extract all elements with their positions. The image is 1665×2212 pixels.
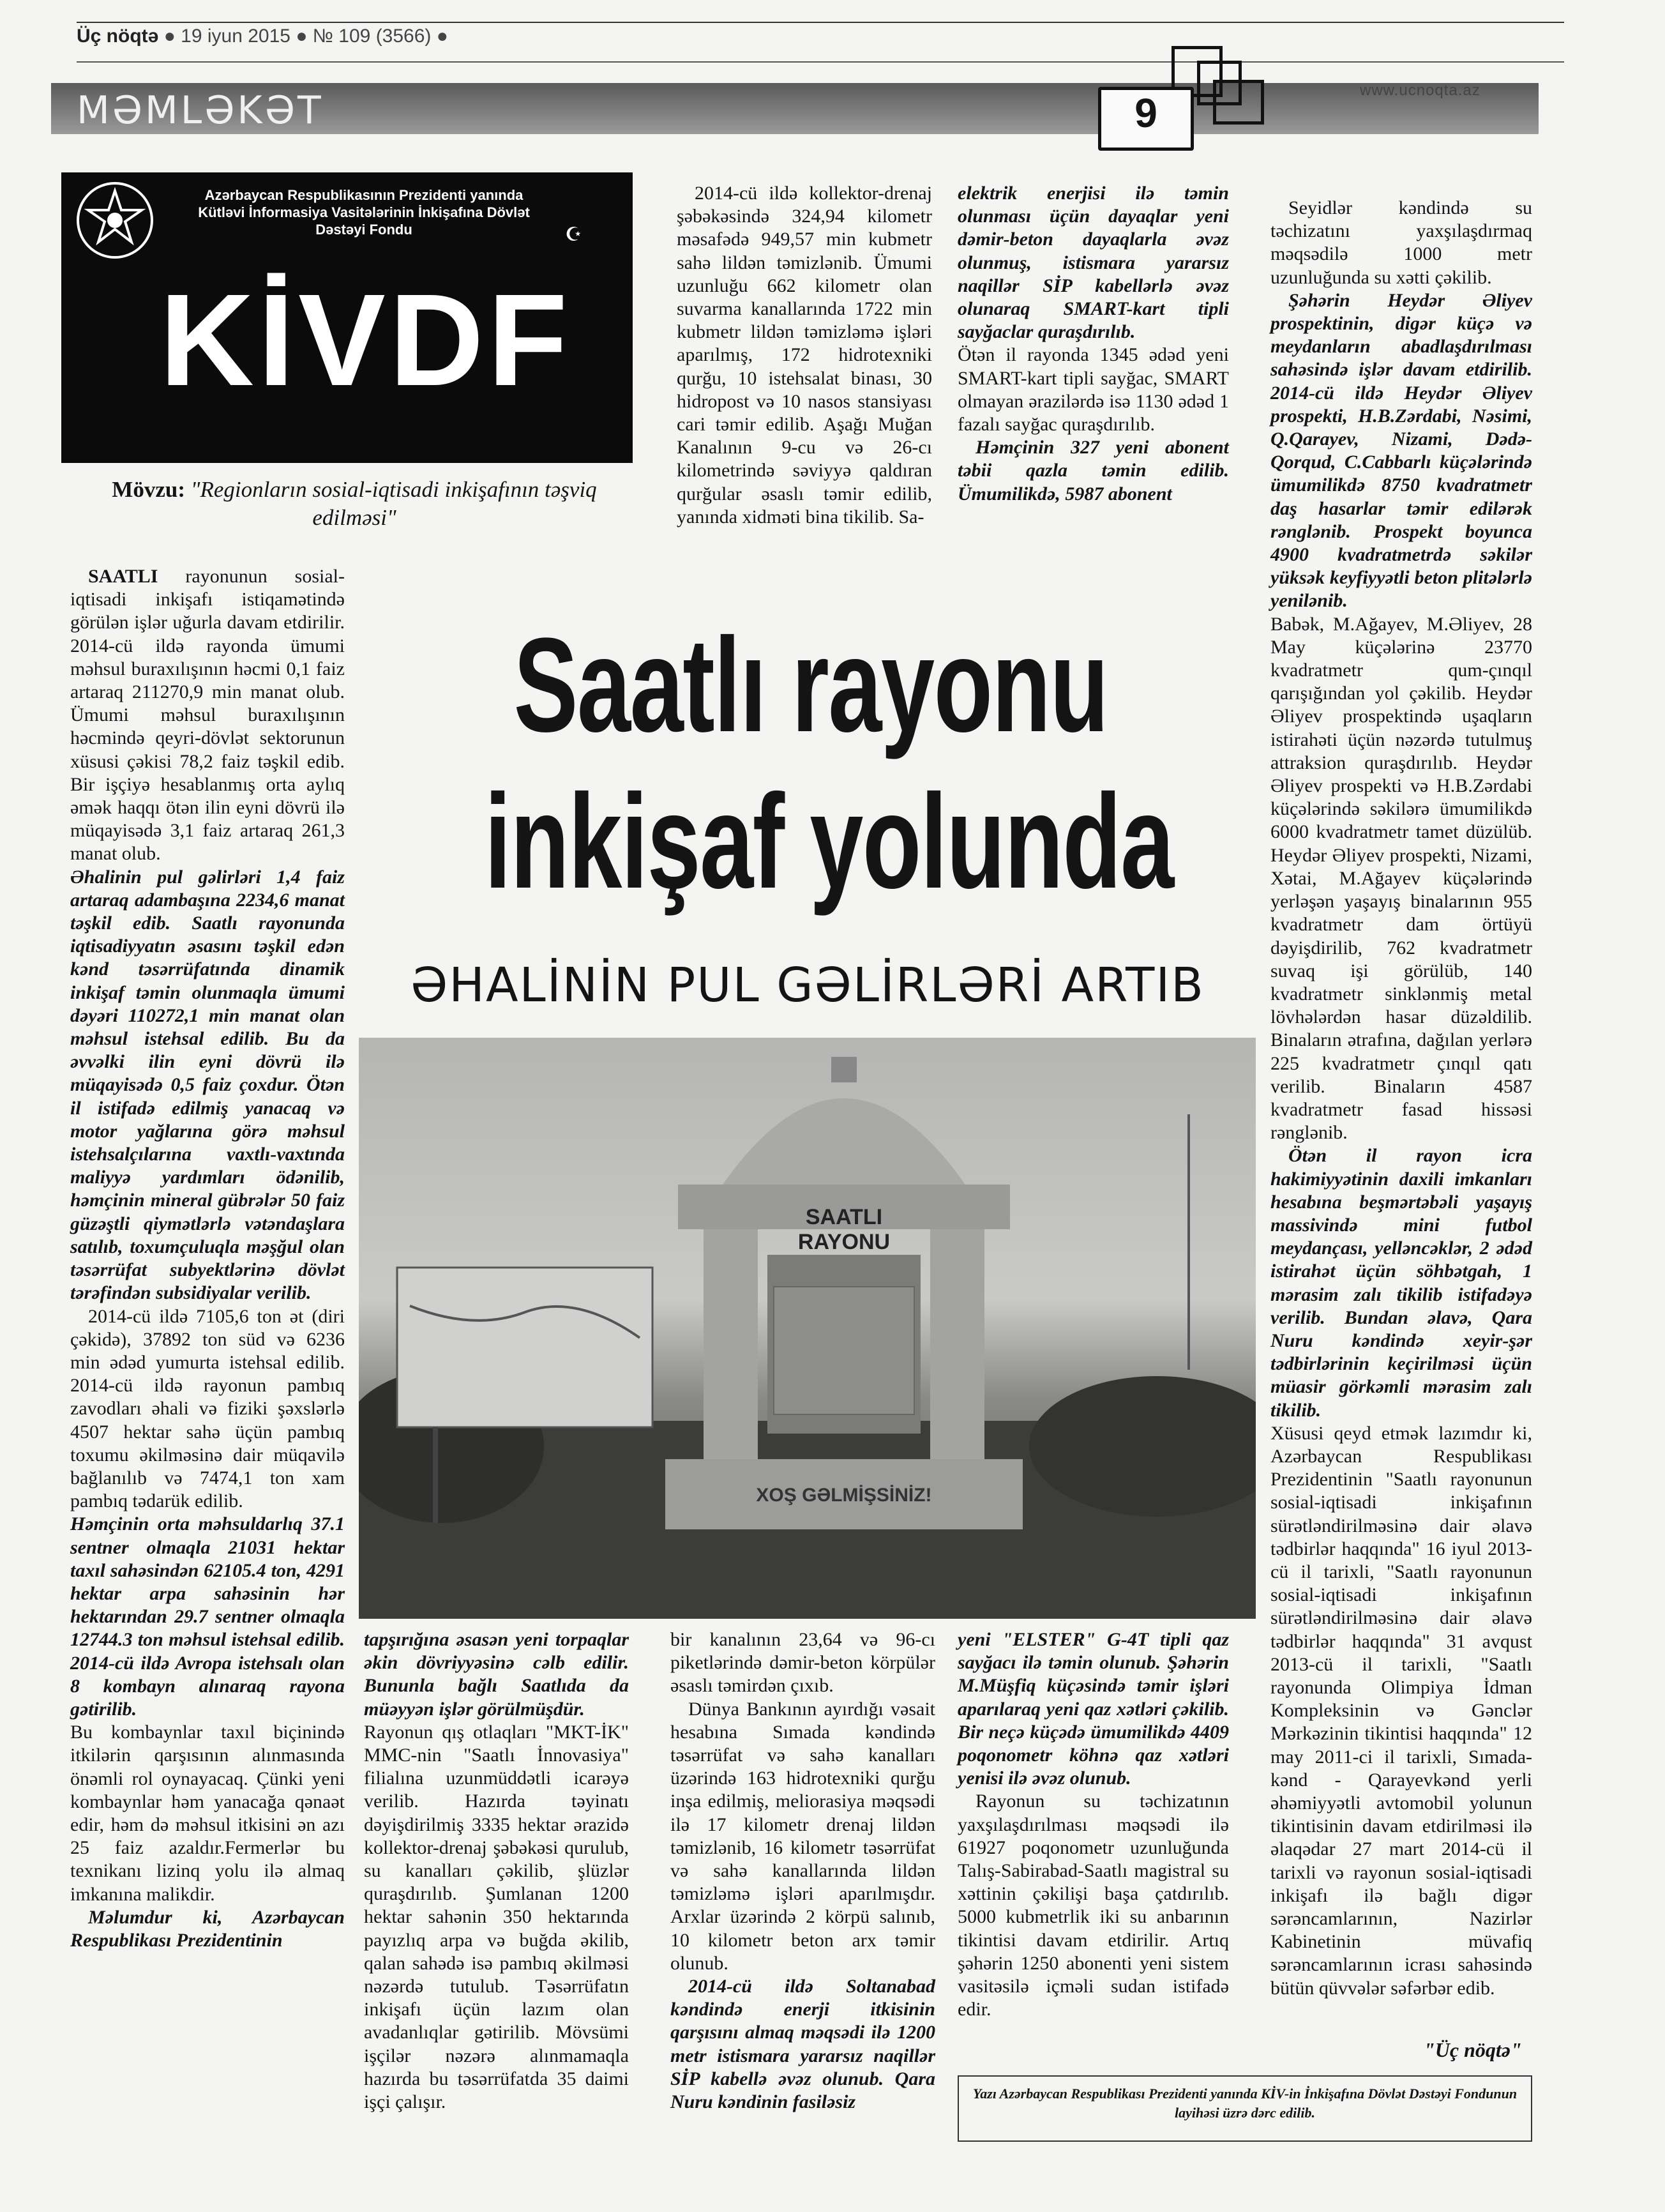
state-emblem-icon [77, 182, 153, 259]
paragraph: Seyidlər kəndində su təchizatını yaxşılaşdırmaq məqsədilə 1000 metr uzunluğunda su xətti çəkilib. [1270, 197, 1532, 288]
article-column-3-top [958, 182, 1229, 506]
article-column-1 [70, 565, 345, 1952]
paragraph: Şəhərin Heydər Əliyev prospektinin, digər küçə və meydanların abadlaşdırılması sahəsində işlər davam etdirilib. 2014-cü ildə Heydər Əliyev prospekti, H.B.Zərdabi, Nəsimi, Q.Qarayev, Nizami, Dədə-Qorqud, C.Cabbarlı küçələrində ümumilikdə 8750 kvadratmetr daş hasarlar təmir edilərək rənglənib. Prospekt boyunca 4900 kvadratmetrdə səkilər yüksək keyfiyyətli beton plitələrlə yenilənib. [1270, 289, 1532, 612]
paragraph: bir kanalının 23,64 və 96-cı piketlərində dəmir-beton körpülər əsaslı təmirdən çıxıb. [670, 1629, 935, 1697]
header-rule [77, 22, 1564, 23]
paragraph: Dünya Bankının ayırdığı vəsait hesabına Sımada kəndində təsərrüfat və sahə kanalları üzərində 163 hidrotexniki qurğu inşa edilmiş, meliorasiya məqsədi ilə 17 kilometr drenaj lildən təmizlənib, 16 kilometr təsərrüfat və sahə kanallarında lildən təmizləmə işləri aparılmışdır. Arxlar üzərində 2 körpü salınıb, 10 kilometr beton arx təmir olunub. [670, 1698, 935, 1974]
paragraph: elektrik enerjisi ilə təmin olunması üçün dayaqlar yeni dəmir-beton dayaqlarla əvəz olunmuş, istismara yararsız naqillər SİP kabellərlə əvəz olunaraq SMART-kart tipli sayğaclar quraşdırılıb. [958, 183, 1229, 343]
headline-line-1: Saatlı rayonu [513, 610, 1108, 760]
headline-line-2: inkişaf yolunda [484, 766, 1173, 916]
paragraph: Babək, M.Ağayev, M.Əliyev, 28 May küçələrinə 23770 kvadratmetr qum-çınqıl qarışığından yol çəkilib. Heydər Əliyev prospektində uşaqların istirahəti üçün nəzərdə tutulmuş attraksion quraşdırılıb. Heydər Əliyev prospekti və H.B.Zərdabi küçələrində səkilərə ümumilikdə 6000 kvadratmetr tamet düzülüb. Heydər Əliyev prospekti, Nizami, Xətai, M.Ağayev küçələrində yerləşən yaşayış binalarının 955 kvadratmetr dam örtüyü dəyişdirilib, 762 kvadratmetr suvaq işi görülüb, 140 kvadratmetr sinklənmiş metal lövhələrdən hasar düzəldilib. Binaların ətrafına, dağılan yerlərə 225 kvadratmetr çınqıl qatı verilib. Binaların 4587 kvadratmetr fasad hissəsi rənglənib. [1270, 613, 1532, 1144]
paragraph: Xüsusi qeyd etmək lazımdır ki, Azərbaycan Respublikası Prezidentinin "Saatlı rayonunun sosial-iqtisadi inkişafının sürətləndirilməsinə dair əlavə tədbirlər haqqında" 16 iyul 2013-cü il tarixli, "Saatlı rayonunun sosial-iqtisadi inkişafının sürətləndirilməsinə dair əlavə tədbirlər haqqında" 31 avqust 2013-cü il tarixli, "Saatlı rayonunda Olimpiya İdman Kompleksinin və Gənclər Mərkəzinin tikintisi haqqında" 12 may 2011-ci il tarixli, Sımada-kənd - Qarayevkənd yerli əhəmiyyətli avtomobil yolunun tikintisinin davam etdirilməsi ilə əlaqədar 27 mart 2014-cü il tarixli və rayonun sosial-iqtisadi inkişafı ilə bağlı digər sərəncamlarının, Nazirlər Kabinetinin müvafiq sərəncamlarının icrası sahəsində bütün qüvvələr səfərbər edib. [1270, 1422, 1532, 1999]
paragraph: 2014-cü ildə kollektor-drenaj şəbəkəsində 324,94 kilometr məsafədə 949,57 min kubmetr sahə lildən təmizlənib. Ümumi uzunluğu 662 kilometr olan suvarma kanallarında 1722 min kubmetr lildən təmizləmə işləri aparılmış, 172 hidrotexniki qurğu, 10 istehsalat binası, 30 hidropost və 10 nasos stansiyası cari təmir edilib. Aşağı Muğan Kanalının 9-cu və 26-cı kilometrində səviyyə qaldıran qurğular əsaslı təmir edilib, yanında xidməti bina tikilib. Sa- [677, 183, 932, 527]
article-column-4-bottom [958, 1628, 1229, 2021]
footnote: Yazı Azərbaycan Respublikası Prezidenti yanında KİV-in İnkişafına Dövlət Dəstəyi Fondunun layihəsi üzrə dərc edilib. [958, 2075, 1532, 2142]
article-column-4 [1270, 197, 1532, 2000]
section-title: MƏMLƏKƏT [77, 88, 324, 133]
article-photo [359, 1038, 1256, 1619]
logo-square-3 [1213, 80, 1264, 125]
header-rule-2 [77, 61, 1564, 63]
paper-name: Üç nöqtə [77, 26, 159, 47]
crescent-star-icon: ☪ [565, 223, 582, 246]
paragraph: yeni "ELSTER" G-4T tipli qaz sayğacı ilə təmin olunub. Şəhərin M.Müşfiq küçəsində təmir işləri aparılaraq yeni qaz xətləri çəkilib. Bir neçə küçədə ümumilikdə 4409 poqonometr köhnə qaz xətləri yenisi ilə əvəz olunub. [958, 1629, 1229, 1789]
issue-number: № 109 (3566) [312, 26, 432, 47]
topic-text: "Regionların sosial-iqtisadi inkişafının təşviq edilməsi" [190, 477, 597, 530]
paragraph: Həmçinin orta məhsuldarlıq 37.1 sentner olmaqla 21031 hektar taxıl sahəsindən 62105.4 ton, 4291 hektar arpa sahəsinin hər hektarından 29.7 sentner olmaqla 12744.3 ton məhsul istehsal edilib. 2014-cü ildə Avropa istehsalı olan 8 kombayn alınaraq rayona gətirilib. [70, 1513, 345, 1720]
lead-word: SAATLI [88, 566, 158, 587]
arch-welcome-sign: XOŞ GƏLMİŞSİNİZ! [756, 1485, 932, 1506]
article-column-3-bottom [670, 1628, 935, 2114]
paragraph: Həmçinin 327 yeni abonent təbii qazla təmin edilib. Ümumilikdə, 5987 abonent [958, 437, 1229, 504]
masthead: Üç nöqtə ● 19 iyun 2015 ● № 109 (3566) ● [77, 26, 448, 47]
kivdf-org-name: Azərbaycan Respublikasının Prezidenti yanında Kütləvi İnformasiya Vasitələrinin İnkişafına Dövlət Dəstəyi Fondu [198, 187, 530, 238]
paragraph: rayonunun sosial-iqtisadi inkişafı istiqamətində görülən işlər uğurla davam etdirilir. 2014-cü ildə rayonda ümumi məhsul buraxılışının həcmi 0,1 faiz artaraq 211270,9 min manat olub. Ümumi məhsul buraxılışının həcmində qeyri-dövlət sektorunun xüsusi çəkisi 78,2 faiz təşkil edib. Bir işçiyə hesablanmış orta aylıq əmək haqqı ötən ilin eyni dövrü ilə müqayisədə 3,1 faiz artaraq 261,3 manat olub. [70, 566, 345, 865]
paragraph: Bu kombaynlar taxıl biçinində itkilərin qarşısının alınmasında önəmli rol oynayacaq. Çünki yeni kombaynlar həm yanacağa qənaət edir, həm də məhsul itkisini ən azı 25 faiz azaldır.Fermerlər bu texnikanı lizinq yolu ilə almaq imkanına malikdir. [70, 1722, 345, 1905]
signature: "Üç nöqtə" [1424, 2038, 1522, 2061]
issue-date: 19 iyun 2015 [181, 26, 290, 47]
paragraph: Əhalinin pul gəlirləri 1,4 faiz artaraq adambaşına 2234,6 manat təşkil edib. Saatlı rayonunda iqtisadiyyatın əsasını təşkil edən kənd təsərrüfatında dinamik inkişaf təmin olunmaqla ümumi dəyəri 110272,1 min manat olan məhsul istehsal edilib. Bu da əvvəlki ilin eyni dövrü ilə müqayisədə 0,5 faiz çoxdur. Ötən il istifadə edilmiş yanacaq və motor yağlarına görə məhsul istehsalçılarına vaxtlı-vaxtında maliyyə yardımları ödənilib, həmçinin mineral gübrələr 50 faiz güzəştli qiymətlərlə vətəndaşlara satılıb, toxumçuluqla məşğul olan təsərrüfat subyektlərinə dövlət tərəfindən subsidiyalar verilib. [70, 866, 345, 1304]
headline [484, 607, 1173, 920]
paragraph: tapşırığına əsasən yeni torpaqlar əkin dövriyyəsinə cəlb edilir. Bununla bağlı Saatlıda da müəyyən işlər görülmüşdür. [364, 1629, 629, 1720]
article-column-2-top [677, 182, 932, 529]
topic-label: Mövzu: [112, 477, 185, 502]
arch-sign: SAATLI RAYONU [797, 1205, 891, 1254]
article-column-2-bottom [364, 1628, 629, 2114]
subheadline: ƏHALİNİN PUL GƏLİRLƏRİ ARTIB [411, 958, 1205, 1013]
paragraph: Məlumdur ki, Azərbaycan Respublikası Prezidentinin [70, 1906, 345, 1951]
topic [70, 476, 638, 532]
kivdf-logo-text: KİVDF [160, 267, 571, 413]
paragraph: Ötən il rayonda 1345 ədəd yeni SMART-kart tipli sayğac, SMART olmayan ərazilərdə isə 1130 ədəd 1 fazalı sayğac quraşdırılıb. [958, 344, 1229, 436]
paragraph: Ötən il rayon icra hakimiyyətinin daxili imkanları hesabına beşmərtəbəli yaşayış massivində mini futbol meydançası, yelləncəklər, 2 ədəd istirahət üçün söhbətgah, 1 mərasim zalı tikilib istifadəyə verilib. Bundan əlavə, Qara Nuru kəndində xeyir-şər tədbirlərinin keçirilməsi üçün müasir görkəmli mərasim zalı tikilib. [1270, 1145, 1532, 1421]
site-url: www.ucnoqta.az [1360, 82, 1480, 99]
paragraph: 2014-cü ildə Soltanabad kəndində enerji itkisinin qarşısını almaq məqsədi ilə 1200 metr istismara yararsız naqillər SİP kabellə əvəz olunub. Qara Nuru kəndinin fasiləsiz [670, 1976, 935, 2113]
paragraph: 2014-cü ildə 7105,6 ton ət (diri çəkidə), 37892 ton süd və 6236 min ədəd yumurta istehsal edilib. 2014-cü ildə rayonun pambıq zavodları əhali və fiziki şəxslərlə 4507 hektar sahə üçün pambıq toxumu əkilməsinə dair müqavilə bağlanılıb və 7474,1 ton xam pambıq tədarük edilib. [70, 1305, 345, 1512]
paragraph: Rayonun qış otlaqları "MKT-İK" MMC-nin "Saatlı İnnovasiya" filialına uzunmüddətli icarəyə verilib. Hazırda təyinatı dəyişdirilmiş 3335 hektar ərazidə kollektor-drenaj şəbəkəsi qurulub, su kanalları çəkilib, şlüzlər quraşdırılıb. Şumlanan 1200 hektar sahənin 350 hektarında payızlıq arpa və buğda əkilib, qalan sahədə isə pambıq əkilməsi nəzərdə tutulub. Təsərrüfatın inkişafı üçün lazım olan avadanlıqlar gətirilib. Mövsümi işçilər nəzərə alınmamaqla hazırda bu təsərrüfatda 35 daimi işçi çalışır. [364, 1721, 629, 2113]
paragraph: Rayonun su təchizatının yaxşılaşdırılması məqsədi ilə 61927 poqonometr uzunluğunda Talış-Sabirabad-Saatlı magistral su xəttinin çəkilişi başa çatdırılıb. 5000 kubmetrlik iki su anbarının tikintisi davam etdirilir. Artıq şəhərin 1250 abonenti yeni sistem vasitəsilə içməli sudan istifadə edir. [958, 1791, 1229, 2020]
page-number: 9 [1134, 90, 1157, 136]
